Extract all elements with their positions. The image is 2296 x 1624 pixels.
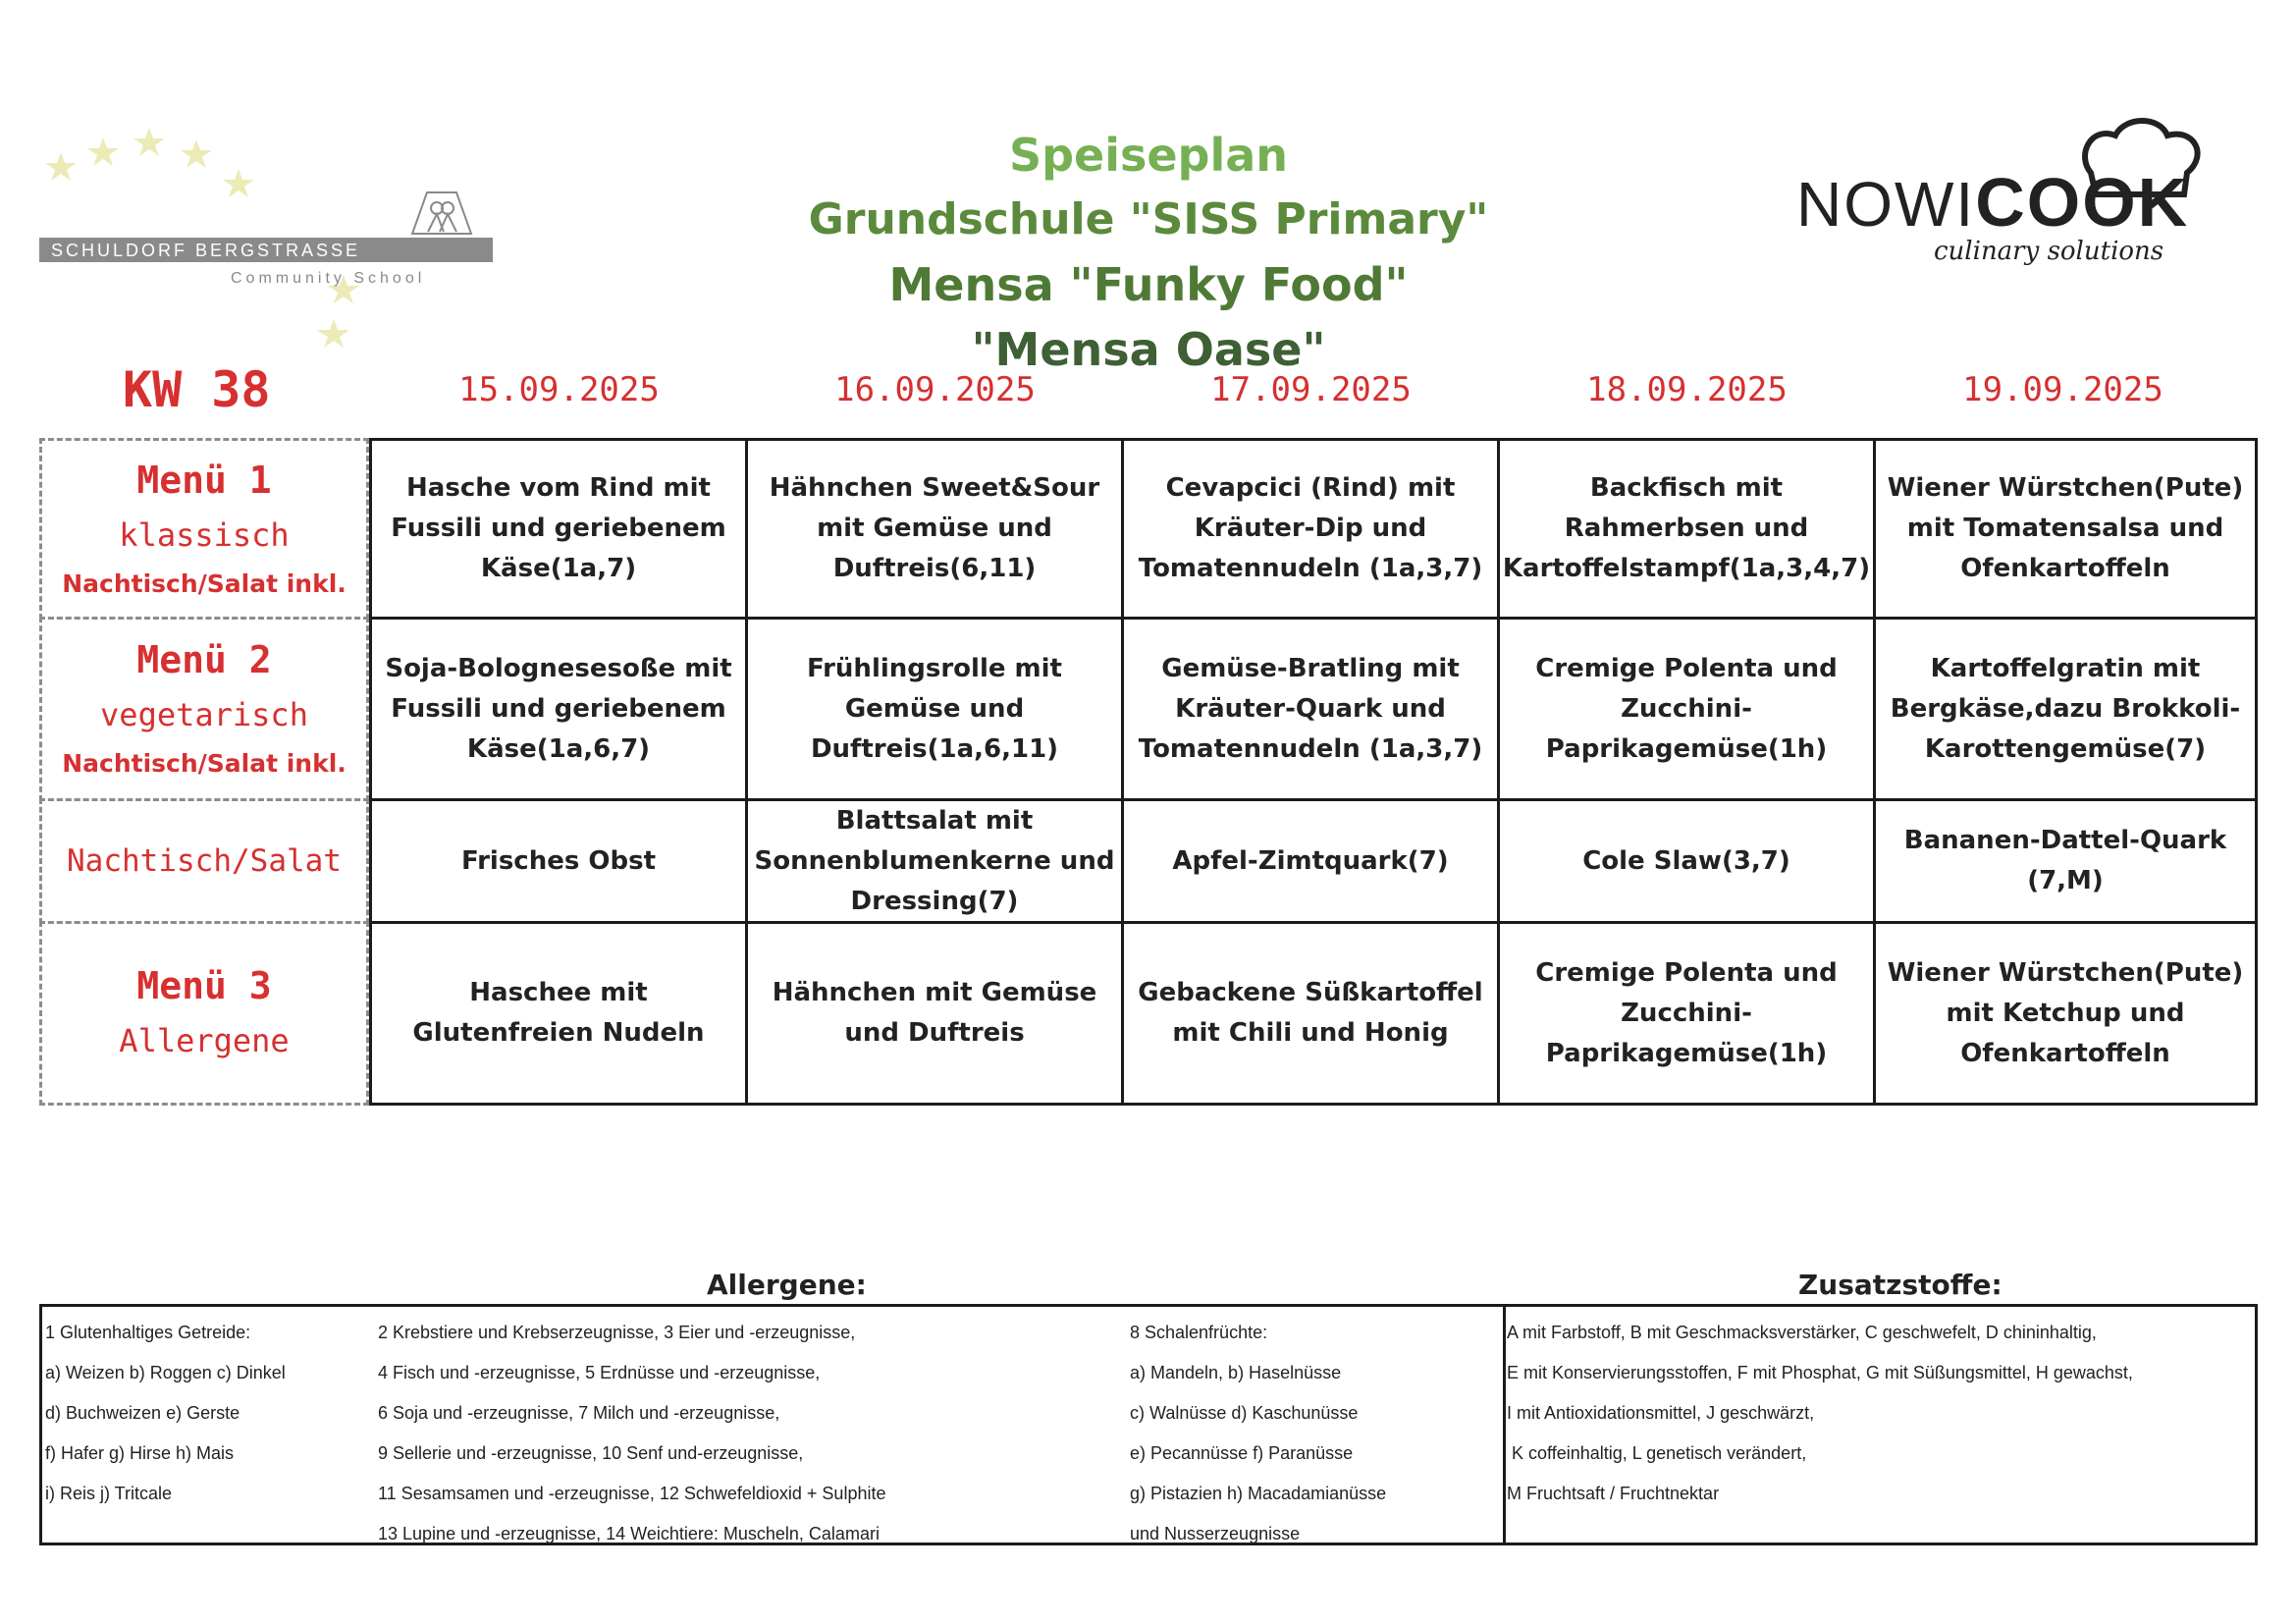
menu-cell: Gemüse-Bratling mit Kräuter-Quark und Tomatennudeln (1a,3,7) <box>1121 617 1500 801</box>
brand-tagline: culinary solutions <box>1934 237 2164 266</box>
star-icon <box>181 139 212 168</box>
row-label-title: Nachtisch/Salat <box>67 843 342 879</box>
nowicook-logo <box>1796 116 2228 273</box>
legend-line: a) Mandeln, b) Haselnüsse <box>1130 1363 1342 1382</box>
row-label-menu2 <box>39 617 369 801</box>
star-icon <box>45 152 77 181</box>
menu-cell: Frühlingsrolle mit Gemüse und Duftreis(1a,6,11) <box>745 617 1124 801</box>
legend-line: e) Pecannüsse f) Paranüsse <box>1130 1443 1354 1463</box>
legend-line: a) Weizen b) Roggen c) Dinkel <box>45 1363 286 1382</box>
legend-line: I mit Antioxidationsmittel, J geschwärzt, <box>1507 1403 1815 1423</box>
school-logo <box>39 118 501 363</box>
menu-cell: Cevapcici (Rind) mit Kräuter-Dip und Tomatennudeln (1a,3,7) <box>1121 438 1500 620</box>
legend-line: E mit Konservierungsstoffen, F mit Phosphat, G mit Süßungsmittel, H gewachst, <box>1507 1363 2133 1382</box>
menu-cell: Wiener Würstchen(Pute) mit Tomatensalsa und Ofenkartoffeln <box>1873 438 2258 620</box>
menu-cell: Apfel-Zimtquark(7) <box>1121 798 1500 924</box>
legend-line: i) Reis j) Tritcale <box>45 1484 173 1503</box>
nowicook-logo-graphic <box>1796 116 2228 273</box>
legend-line: g) Pistazien h) Macadamianüsse <box>1130 1484 1387 1503</box>
page-title: Speiseplan <box>1008 129 1289 182</box>
legend-line: A mit Farbstoff, B mit Geschmacksverstärker, C geschwefelt, D chininhaltig, <box>1507 1323 2097 1342</box>
school-logo-graphic <box>39 118 501 363</box>
legend-box <box>39 1304 2258 1545</box>
menu-cell: Wiener Würstchen(Pute) mit Ketchup und Ofenkartoffeln <box>1873 921 2258 1106</box>
date-thu: 18.09.2025 <box>1586 370 1788 409</box>
menu-cell: Hasche vom Rind mit Fussili und geriebenem Käse(1a,7) <box>369 438 748 620</box>
menu-cell: Haschee mit Glutenfreien Nudeln <box>369 921 748 1106</box>
zusatzstoffe-heading: Zusatzstoffe: <box>1798 1269 2002 1301</box>
legend-line: 11 Sesamsamen und -erzeugnisse, 12 Schwefeldioxid + Sulphite <box>378 1484 886 1503</box>
star-icon <box>316 319 349 348</box>
row-label-menu1 <box>39 438 369 620</box>
svg-text:NOWICOOK <box>1796 164 2189 241</box>
menu-cell: Cremige Polenta und Zucchini-Paprikagemüse(1h) <box>1497 617 1876 801</box>
row-label-subtitle: klassisch <box>119 515 290 554</box>
legend-line: 6 Soja und -erzeugnisse, 7 Milch und -erzeugnisse, <box>378 1403 780 1423</box>
star-icon <box>87 137 119 166</box>
menu-cell: Cole Slaw(3,7) <box>1497 798 1876 924</box>
date-fri: 19.09.2025 <box>1962 370 2163 409</box>
title-block <box>766 123 1531 382</box>
legend-col-additives <box>1507 1313 2133 1514</box>
legend-line: 9 Sellerie und -erzeugnisse, 10 Senf und-erzeugnisse, <box>378 1443 804 1463</box>
menu-cell: Frisches Obst <box>369 798 748 924</box>
menu-cell: Backfisch mit Rahmerbsen und Kartoffelstampf(1a,3,4,7) <box>1497 438 1876 620</box>
date-wed: 17.09.2025 <box>1210 370 1412 409</box>
legend-line: d) Buchweizen e) Gerste <box>45 1403 240 1423</box>
school-title: Grundschule "SISS Primary" <box>808 194 1489 244</box>
legend-line: f) Hafer g) Hirse h) Mais <box>45 1443 235 1463</box>
menu-cell: Soja-Bolognesesoße mit Fussili und geriebenem Käse(1a,6,7) <box>369 617 748 801</box>
school-subtitle: Community School <box>231 270 426 287</box>
row-label-note: Nachtisch/Salat inkl. <box>62 568 347 598</box>
school-name: SCHULDORF BERGSTRASSE <box>51 241 361 260</box>
menu-cell: Hähnchen Sweet&Sour mit Gemüse und Duftreis(6,11) <box>745 438 1124 620</box>
menu-cell: Gebackene Süßkartoffel mit Chili und Honig <box>1121 921 1500 1106</box>
legend-col-grains <box>45 1313 286 1514</box>
date-tue: 16.09.2025 <box>834 370 1036 409</box>
brand-name-light: NOWI <box>1796 169 1976 240</box>
row-label-note: Nachtisch/Salat inkl. <box>62 749 347 778</box>
brand-name-bold: COOK <box>1975 164 2190 241</box>
row-label-subtitle: vegetarisch <box>100 696 308 733</box>
legend-line: M Fruchtsaft / Fruchtnektar <box>1507 1484 1720 1503</box>
row-label-dessert <box>39 798 369 924</box>
menu-table <box>39 438 2258 1106</box>
legend-line: c) Walnüsse d) Kaschunüsse <box>1130 1403 1359 1423</box>
menu-cell: Bananen-Dattel-Quark (7,M) <box>1873 798 2258 924</box>
menu-cell: Hähnchen mit Gemüse und Duftreis <box>745 921 1124 1106</box>
legend-line: 13 Lupine und -erzeugnisse, 14 Weichtiere: Muscheln, Calamari <box>378 1524 880 1543</box>
row-label-title: Menü 3 <box>136 964 272 1007</box>
legend-line: 2 Krebstiere und Krebserzeugnisse, 3 Eier und -erzeugnisse, <box>378 1323 856 1342</box>
date-mon: 15.09.2025 <box>458 370 660 409</box>
menu-cell: Kartoffelgratin mit Bergkäse,dazu Brokkoli-Karottengemüse(7) <box>1873 617 2258 801</box>
menu-cell: Blattsalat mit Sonnenblumenkerne und Dressing(7) <box>745 798 1124 924</box>
legend-line: und Nusserzeugnisse <box>1130 1524 1301 1543</box>
legend-col-allergens <box>378 1313 885 1554</box>
week-number: KW 38 <box>123 361 271 418</box>
legend-line: K coffeinhaltig, L genetisch verändert, <box>1507 1443 1807 1463</box>
allergene-heading: Allergene: <box>707 1269 867 1301</box>
row-label-title: Menü 1 <box>136 458 272 502</box>
row-label-subtitle: Allergene <box>119 1022 290 1059</box>
legend-col-nuts <box>1130 1313 1386 1554</box>
mensa-title-1: Mensa "Funky Food" <box>888 258 1409 311</box>
star-icon <box>133 128 165 156</box>
menu-cell: Cremige Polenta und Zucchini-Paprikagemüse(1h) <box>1497 921 1876 1106</box>
mensa-title-2: "Mensa Oase" <box>971 323 1326 376</box>
row-label-menu3 <box>39 921 369 1106</box>
legend-line: 1 Glutenhaltiges Getreide: <box>45 1323 251 1342</box>
legend-line: 8 Schalenfrüchte: <box>1130 1323 1268 1342</box>
star-icon <box>223 169 254 197</box>
row-label-title: Menü 2 <box>136 638 272 681</box>
legend-line: 4 Fisch und -erzeugnisse, 5 Erdnüsse und -erzeugnisse, <box>378 1363 821 1382</box>
legend-divider <box>1503 1307 1506 1543</box>
